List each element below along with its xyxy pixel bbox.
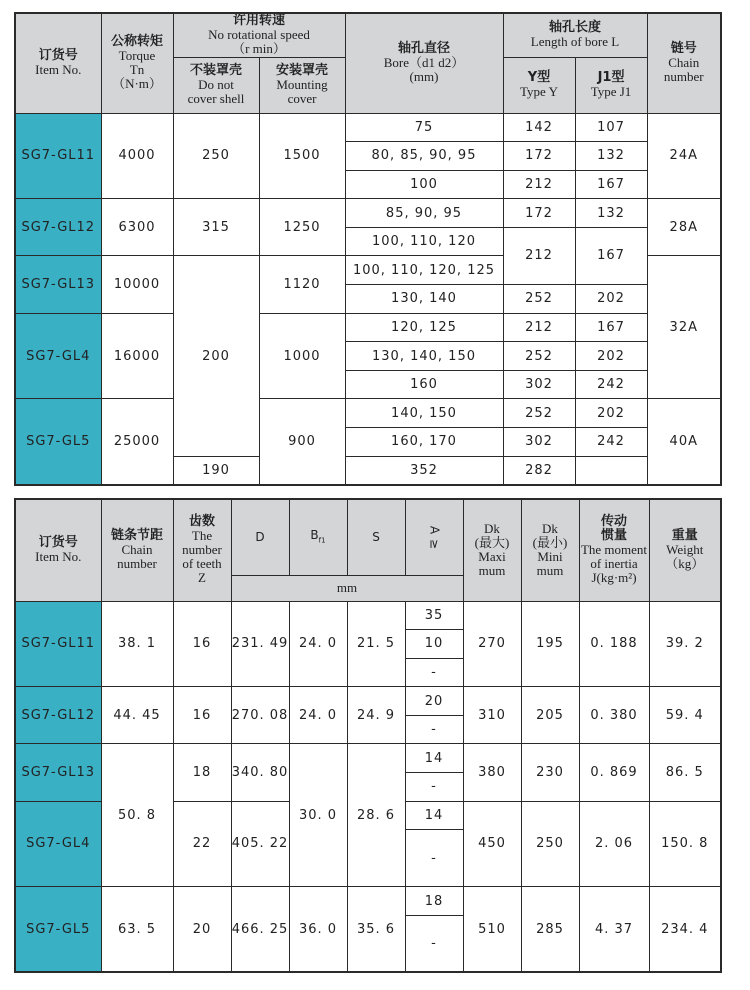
bore-cell: 140, 150 <box>345 399 503 428</box>
a-cell: 20 <box>405 687 463 716</box>
chain-number-cell: 40A <box>647 399 721 485</box>
dk-min-cell: 285 <box>521 887 579 973</box>
dk-min-cell: 205 <box>521 687 579 744</box>
type-y-cell: 172 <box>503 199 575 228</box>
a-cell: 18 <box>405 887 463 916</box>
s-cell: 21. 5 <box>347 601 405 687</box>
item-no-cell: SG7-GL13 <box>15 256 101 313</box>
type-y-cell: 252 <box>503 342 575 371</box>
bore-cell: 100, 110, 120, 125 <box>345 256 503 285</box>
header-s: S <box>347 499 405 575</box>
table-row <box>15 399 721 428</box>
type-y-cell: 212 <box>503 227 575 284</box>
type-j1-cell: 132 <box>575 199 647 228</box>
item-no-cell: SG7-GL12 <box>15 199 101 256</box>
type-y-cell: 352 <box>345 456 503 485</box>
bore-cell: 130, 140 <box>345 285 503 314</box>
d-cell: 340. 80 <box>231 744 289 801</box>
weight-cell: 234. 4 <box>649 887 721 973</box>
pitch-cell: 63. 5 <box>101 887 173 973</box>
cover-speed-cell: 1120 <box>259 256 345 313</box>
header-weight: 重量 Weight （kg） <box>649 499 721 601</box>
d-cell: 270. 08 <box>231 687 289 744</box>
weight-cell: 150. 8 <box>649 801 721 887</box>
header-mounting-cover: 安装罩壳 Mounting cover <box>259 57 345 113</box>
bore-cell: 100, 110, 120 <box>345 227 503 256</box>
header-speed: 许用转速 No rotational speed （r min） <box>173 13 345 57</box>
dk-max-cell: 270 <box>463 601 521 687</box>
teeth-cell: 20 <box>173 887 231 973</box>
table-row <box>15 601 721 630</box>
header-torque: 公称转矩 Torque Tn （N·m） <box>101 13 173 113</box>
torque-cell: 6300 <box>101 199 173 256</box>
teeth-cell: 22 <box>173 801 231 887</box>
header-unit-mm: mm <box>231 575 463 601</box>
bore-cell: 100 <box>345 170 503 199</box>
type-j1-cell: 282 <box>503 456 575 485</box>
teeth-cell: 16 <box>173 601 231 687</box>
type-y-cell: 172 <box>503 142 575 171</box>
inertia-cell: 0. 188 <box>579 601 649 687</box>
inertia-cell: 2. 06 <box>579 801 649 887</box>
a-cell: - <box>405 658 463 687</box>
a-cell: - <box>405 915 463 972</box>
item-no-cell: SG7-GL11 <box>15 113 101 199</box>
chain-number-cell: 32A <box>647 256 721 399</box>
bore-cell: 85, 90, 95 <box>345 199 503 228</box>
dk-min-cell: 195 <box>521 601 579 687</box>
header-item-no: 订货号 Item No. <box>15 499 101 601</box>
no-cover-speed-cell: 315 <box>173 199 259 256</box>
table-row <box>15 313 721 342</box>
torque-cell: 10000 <box>101 256 173 313</box>
inertia-cell: 4. 37 <box>579 887 649 973</box>
header-chain-pitch: 链条节距 Chain number <box>101 499 173 601</box>
pitch-cell: 38. 1 <box>101 601 173 687</box>
type-y-cell: 142 <box>503 113 575 142</box>
b-cell: 24. 0 <box>289 687 347 744</box>
weight-cell: 59. 4 <box>649 687 721 744</box>
table-row <box>15 199 721 228</box>
cover-speed-cell: 1000 <box>259 313 345 399</box>
type-y-cell: 212 <box>503 170 575 199</box>
b-cell: 24. 0 <box>289 601 347 687</box>
torque-cell: 4000 <box>101 113 173 199</box>
type-j1-cell: 167 <box>575 227 647 284</box>
item-no-cell: SG7-GL12 <box>15 687 101 744</box>
a-cell: 10 <box>405 630 463 659</box>
header-dk-min: Dk (最小) Mini mum <box>521 499 579 601</box>
bore-cell: 80, 85, 90, 95 <box>345 142 503 171</box>
header-d: D <box>231 499 289 575</box>
header-chain-number: 链号 Chain number <box>647 13 721 113</box>
item-no-cell: SG7-GL4 <box>15 801 101 887</box>
a-cell: 14 <box>405 744 463 773</box>
chain-number-cell: 28A <box>647 199 721 256</box>
pitch-cell: 50. 8 <box>101 744 173 887</box>
item-no-cell: SG7-GL13 <box>15 744 101 801</box>
table-row <box>15 113 721 142</box>
item-no-cell: SG7-GL5 <box>15 887 101 973</box>
item-no-cell: SG7-GL5 <box>15 399 101 485</box>
dk-max-cell: 510 <box>463 887 521 973</box>
spec-table-dimensions <box>14 498 722 973</box>
torque-cell: 16000 <box>101 313 173 399</box>
inertia-cell: 0. 869 <box>579 744 649 801</box>
d-cell: 466. 25 <box>231 887 289 973</box>
header-b: $B_{f1}$ <box>289 499 347 575</box>
bore-cell: 130, 140, 150 <box>345 342 503 371</box>
header-bore-length: 轴孔长度 Length of bore L <box>503 13 647 57</box>
torque-cell: 25000 <box>101 399 173 485</box>
dk-max-cell: 310 <box>463 687 521 744</box>
cover-speed-cell: 1500 <box>259 113 345 199</box>
type-j1-cell: 107 <box>575 113 647 142</box>
table-row <box>15 744 721 773</box>
b-cell: 30. 0 <box>289 744 347 887</box>
header-type-j1: J1型 Type J1 <box>575 57 647 113</box>
dk-max-cell: 380 <box>463 744 521 801</box>
header-no-cover: 不装罩壳 Do not cover shell <box>173 57 259 113</box>
s-cell: 28. 6 <box>347 744 405 887</box>
cover-speed-cell: 900 <box>259 399 345 485</box>
header-bore: 轴孔直径 Bore（d1 d2） (mm) <box>345 13 503 113</box>
teeth-cell: 18 <box>173 744 231 801</box>
item-no-cell: SG7-GL4 <box>15 313 101 399</box>
dk-min-cell: 250 <box>521 801 579 887</box>
bore-cell: 160, 170 <box>345 428 503 457</box>
a-cell: - <box>405 773 463 802</box>
type-j1-cell: 167 <box>575 313 647 342</box>
header-a: A ≥ <box>405 499 463 575</box>
bore-cell: 75 <box>345 113 503 142</box>
type-j1-cell: 202 <box>575 342 647 371</box>
header-dk-max: Dk (最大) Maxi mum <box>463 499 521 601</box>
type-y-cell: 212 <box>503 313 575 342</box>
type-j1-cell: 167 <box>575 170 647 199</box>
header-inertia: 传动 惯量 The moment of inertia J(kg·m²) <box>579 499 649 601</box>
table-row <box>15 687 721 716</box>
type-y-cell: 252 <box>503 285 575 314</box>
cover-speed-cell: 1250 <box>259 199 345 256</box>
type-j1-cell: 202 <box>575 399 647 428</box>
teeth-cell: 16 <box>173 687 231 744</box>
a-cell: - <box>405 830 463 887</box>
item-no-cell: SG7-GL11 <box>15 601 101 687</box>
header-type-y: Y型 Type Y <box>503 57 575 113</box>
type-j1-cell: 242 <box>575 370 647 399</box>
chain-number-cell: 24A <box>647 113 721 199</box>
a-cell: 35 <box>405 601 463 630</box>
no-cover-speed-cell: 200 <box>173 256 259 456</box>
type-j1-cell: 202 <box>575 285 647 314</box>
bore-cell: 190 <box>173 456 259 485</box>
weight-cell: 86. 5 <box>649 744 721 801</box>
no-cover-speed-cell: 250 <box>173 113 259 199</box>
bore-cell: 120, 125 <box>345 313 503 342</box>
bore-cell: 160 <box>345 370 503 399</box>
dk-min-cell: 230 <box>521 744 579 801</box>
d-cell: 405. 22 <box>231 801 289 887</box>
header-item-no: 订货号 Item No. <box>15 13 101 113</box>
a-cell: - <box>405 715 463 744</box>
type-j1-cell: 242 <box>575 428 647 457</box>
spec-table-speed-bore <box>14 12 722 486</box>
s-cell: 24. 9 <box>347 687 405 744</box>
type-y-cell: 252 <box>503 399 575 428</box>
type-j1-cell: 132 <box>575 142 647 171</box>
inertia-cell: 0. 380 <box>579 687 649 744</box>
table-row <box>15 887 721 916</box>
type-y-cell: 302 <box>503 428 575 457</box>
b-cell: 36. 0 <box>289 887 347 973</box>
type-y-cell: 302 <box>503 370 575 399</box>
header-teeth: 齿数 The number of teeth Z <box>173 499 231 601</box>
weight-cell: 39. 2 <box>649 601 721 687</box>
d-cell: 231. 49 <box>231 601 289 687</box>
dk-max-cell: 450 <box>463 801 521 887</box>
a-cell: 14 <box>405 801 463 830</box>
s-cell: 35. 6 <box>347 887 405 973</box>
pitch-cell: 44. 45 <box>101 687 173 744</box>
